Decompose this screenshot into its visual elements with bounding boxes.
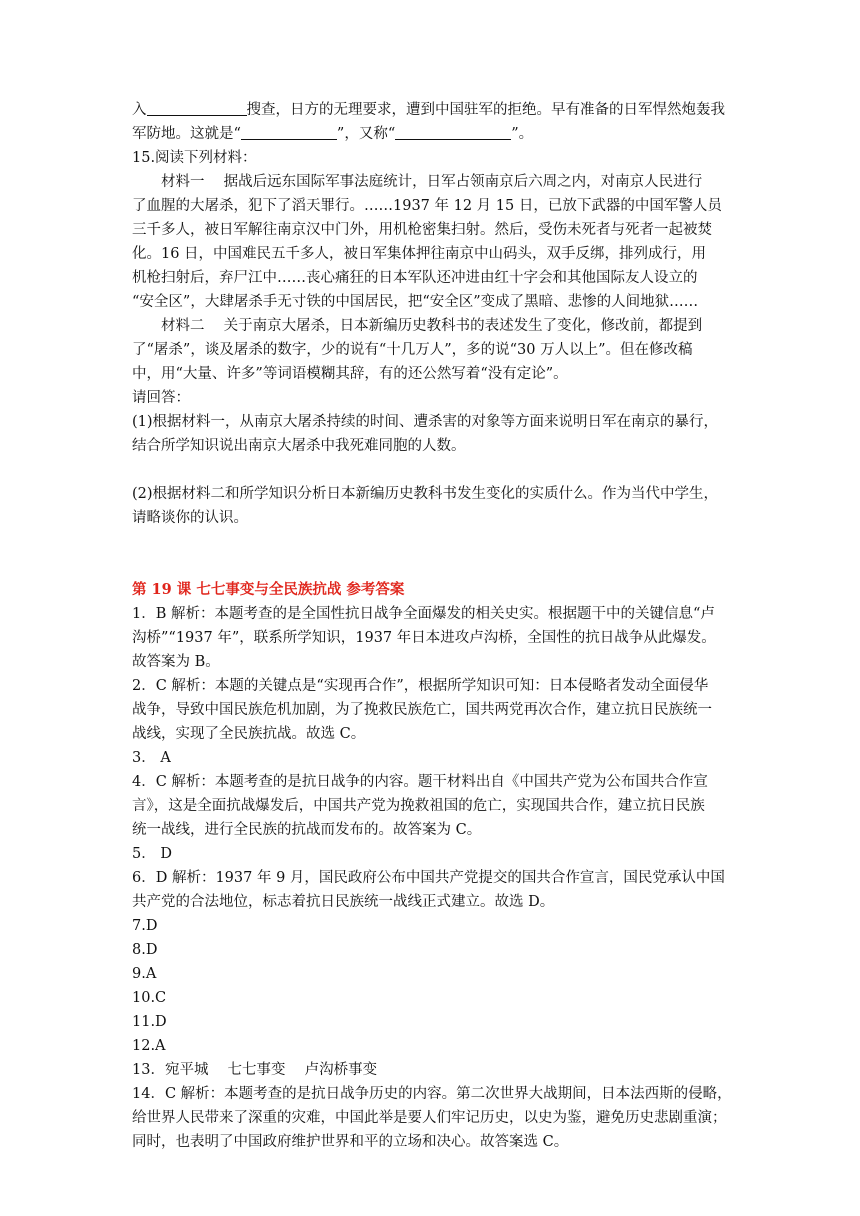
answer-10: 10.C (132, 990, 167, 1006)
sub-question-line: 结合所学知识说出南京大屠杀中我死难同胞的人数。 (132, 438, 466, 454)
answer-line: 6．D 解析：1937 年 9 月，国民政府公布中国共产党提交的国共合作宣言，国民党承认中国 (132, 870, 725, 886)
material-line: 了“屠杀”，谈及屠杀的数字，少的说有“十几万人”，多的说“30 万人以上”。但在修改稿 (132, 342, 693, 358)
q14-text: 入 (132, 102, 147, 118)
answer-line: 给世界人民带来了深重的灾难，中国此举是要人们牢记历史，以史为鉴，避免历史悲剧重演； (132, 1110, 727, 1126)
material-line: 材料一 据战后远东国际军事法庭统计，日军占领南京后六周之内，对南京人民进行 (161, 174, 703, 190)
answer-line: 战线，实现了全民族抗战。故选 C。 (132, 726, 366, 742)
answer-line: 统一战线，进行全民族的抗战而发布的。故答案为 C。 (132, 822, 482, 838)
q14-text: ”，又称“ (336, 126, 396, 142)
q14-text: 军防地。这就是“ (132, 126, 241, 142)
material-line: 了血腥的大屠杀，犯下了滔天罪行。……1937 年 12 月 15 日，已放下武器的中国军警人员 (132, 198, 722, 214)
answer-6 (132, 866, 732, 914)
q14-text: 搜查，日方的无理要求，遭到中国驻军的拒绝。早有准备的日军悍然炮轰我 (246, 102, 725, 118)
answer-11: 11.D (132, 1014, 167, 1030)
answer-7: 7.D (132, 918, 158, 934)
answer-12: 12.A (132, 1038, 166, 1054)
answer-space[interactable] (132, 530, 732, 554)
answer-line: 2．C 解析：本题的关键点是“实现再合作”，根据所学知识可知：日本侵略者发动全面侵华 (132, 678, 709, 694)
answer-line: 14．C 解析：本题考查的是抗日战争历史的内容。第二次世界大战期间，日本法西斯的侵略， (132, 1086, 732, 1102)
answer-line: 沟桥”“1937 年”，联系所学知识，1937 年日本进攻卢沟桥，全国性的抗日战争从此爆发。 (132, 630, 716, 646)
material-line: 三千多人，被日军解往南京汉中门外，用机枪密集扫射。然后，受伤未死者与死者一起被焚 (132, 222, 712, 238)
answer-5: 5． D (132, 846, 172, 862)
sub-question-2 (132, 482, 732, 530)
answers-heading: 第 19 课 七七事变与全民族抗战 参考答案 (132, 581, 405, 598)
material-two (132, 314, 732, 386)
answer-4 (132, 770, 732, 842)
material-line: 材料二 关于南京大屠杀，日本新编历史教科书的表述发生了变化，修改前，都提到 (161, 318, 703, 334)
answer-1 (132, 602, 732, 674)
q14-tail-line-2 (132, 122, 732, 146)
answer-space[interactable] (132, 458, 732, 482)
answer-9: 9.A (132, 966, 157, 982)
answer-line: 同时，也表明了中国政府维护世界和平的立场和决心。故答案选 C。 (132, 1134, 569, 1150)
answer-2 (132, 674, 732, 746)
answer-line: 故答案为 B。 (132, 654, 220, 670)
answer-blank[interactable] (147, 99, 247, 116)
material-line: “安全区”，大肆屠杀手无寸铁的中国居民，把“安全区”变成了黑暗、悲惨的人间地狱…… (132, 294, 699, 310)
sub-question-line: 请略谈你的认识。 (132, 510, 248, 526)
material-line: 化。16 日，中国难民五千多人，被日军集体押往南京中山码头，双手反绑，排列成行，用 (132, 246, 707, 262)
answer-line: 共产党的合法地位，标志着抗日民族统一战线正式建立。故选 D。 (132, 894, 555, 910)
answer-prompt: 请回答： (132, 390, 190, 406)
answer-line: 4．C 解析：本题考查的是抗日战争的内容。题干材料出自《中国共产党为公布国共合作宣 (132, 774, 708, 790)
sub-question-1 (132, 410, 732, 458)
answer-blank[interactable] (395, 123, 511, 140)
spacer (132, 554, 732, 578)
q14-tail-line-1 (132, 98, 732, 122)
material-line: 机枪扫射后，弃尸江中……丧心痛狂的日本军队还冲进由红十字会和其他国际友人设立的 (132, 270, 698, 286)
question-15-title: 15.阅读下列材料： (132, 150, 257, 166)
answer-line: 1．B 解析：本题考查的是全国性抗日战争全面爆发的相关史实。根据题干中的关键信息“卢 (132, 606, 715, 622)
material-one (132, 170, 732, 314)
answer-3: 3． A (132, 750, 171, 766)
document-page (132, 98, 732, 1154)
answer-13: 13．宛平城 七七事变 卢沟桥事变 (132, 1062, 378, 1078)
answer-line: 言》，这是全面抗战爆发后，中国共产党为挽救祖国的危亡，实现国共合作，建立抗日民族 (132, 798, 705, 814)
q14-text: ”。 (511, 126, 534, 142)
sub-question-line: (1)根据材料一，从南京大屠杀持续的时间、遭杀害的对象等方面来说明日军在南京的暴行， (132, 414, 719, 430)
material-line: 中，用“大量、许多”等词语模糊其辞，有的还公然写着“没有定论”。 (132, 366, 568, 382)
answer-8: 8.D (132, 942, 158, 958)
answer-14 (132, 1082, 732, 1154)
answer-line: 战争，导致中国民族危机加剧，为了挽救民族危亡，国共两党再次合作，建立抗日民族统一 (132, 702, 712, 718)
sub-question-line: (2)根据材料二和所学知识分析日本新编历史教科书发生变化的实质什么。作为当代中学生， (132, 486, 719, 502)
answer-blank[interactable] (241, 123, 337, 140)
